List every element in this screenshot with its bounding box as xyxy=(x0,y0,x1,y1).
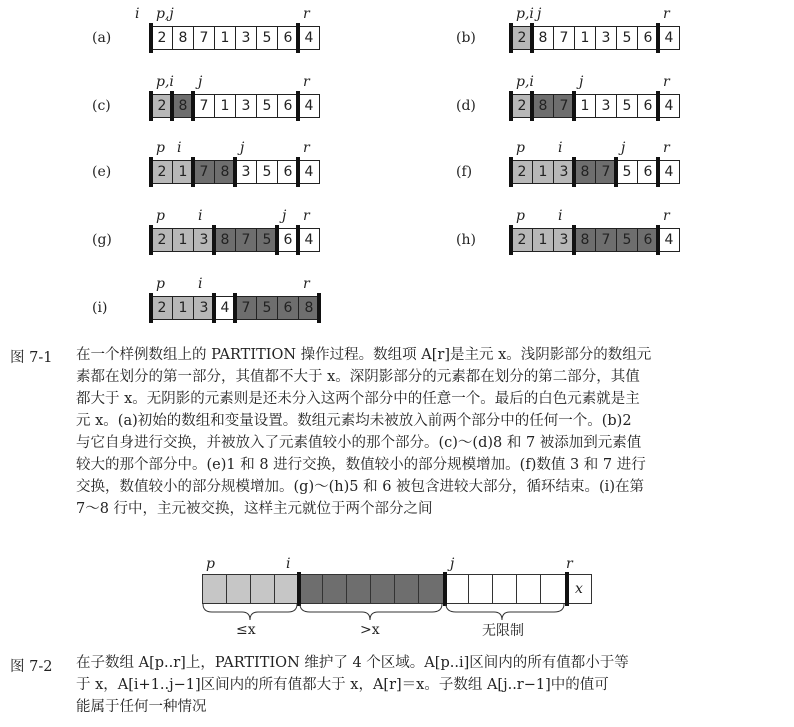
cell xyxy=(469,575,493,603)
cell xyxy=(251,575,275,603)
figure-7-1-caption xyxy=(76,344,786,520)
cell xyxy=(203,575,227,603)
caption-line: 能属于任何一种情况 xyxy=(76,699,207,715)
cell xyxy=(517,575,541,603)
pointer-label: i xyxy=(135,6,140,22)
array-cell: 6 xyxy=(637,26,659,50)
array-cell: 6 xyxy=(277,228,299,252)
array-cell: 1 xyxy=(172,228,194,252)
array-row xyxy=(512,94,680,118)
array-cell: 8 xyxy=(532,94,554,118)
region-label-le-x: ≤x xyxy=(236,622,256,638)
panel-label: (d) xyxy=(456,98,476,114)
array-cell: 2 xyxy=(151,26,173,50)
array-cell: 8 xyxy=(214,228,236,252)
array-cell: 7 xyxy=(595,160,617,184)
caption-line: 于 x，A[i+1..j−1]区间内的所有值都大于 x，A[r]＝x。子数组 A[j..r−1]中的值可 xyxy=(76,677,609,693)
partition-divider xyxy=(170,91,174,121)
partition-divider xyxy=(656,23,660,53)
pointer-label: i xyxy=(198,208,203,224)
array-cell: 5 xyxy=(256,296,278,320)
brace-le-x xyxy=(203,604,297,620)
array-cell: 6 xyxy=(637,160,659,184)
array-cell: 3 xyxy=(193,296,215,320)
pointer-label: r xyxy=(303,74,310,90)
partition-divider xyxy=(233,157,237,187)
partition-divider xyxy=(191,91,195,121)
partition-divider xyxy=(572,225,576,255)
array-cell: 1 xyxy=(532,228,554,252)
pivot-cell: x xyxy=(575,581,583,597)
panel-label: (g) xyxy=(92,232,112,248)
array-cell: 5 xyxy=(256,94,278,118)
array-cell: 7 xyxy=(193,160,215,184)
array-row xyxy=(512,160,680,184)
panel-label: (b) xyxy=(456,30,476,46)
array-cell: 6 xyxy=(277,296,299,320)
array-cell: 1 xyxy=(574,94,596,118)
divider xyxy=(565,572,569,606)
pointer-label: r xyxy=(663,208,670,224)
array-cell: 2 xyxy=(151,228,173,252)
array-cell: 4 xyxy=(658,160,680,184)
array-row xyxy=(202,574,592,604)
pointer-label: p xyxy=(156,208,165,224)
region-label-gt-x: >x xyxy=(360,622,380,638)
partition-divider xyxy=(212,293,216,323)
pointer-label: i xyxy=(558,140,563,156)
caption-line: 与它自身进行交换，并被放入了元素值较小的那个部分。(c)～(d)8 和 7 被添加到元素值 xyxy=(76,435,642,451)
partition-divider xyxy=(191,157,195,187)
pointer-label: p xyxy=(156,140,165,156)
caption-line: 元 x。(a)初始的数组和变量设置。数组元素均未被放入前两个部分中的任何一个。(b)2 xyxy=(76,413,632,429)
panel-label: (a) xyxy=(92,30,112,46)
pointer-label: p,i xyxy=(516,74,534,90)
pointer-label: j xyxy=(240,140,245,156)
array-cell: 5 xyxy=(256,160,278,184)
cell xyxy=(395,575,419,603)
array-cell: 5 xyxy=(616,160,638,184)
partition-divider xyxy=(509,157,513,187)
array-cell: 7 xyxy=(235,228,257,252)
array-cell: 3 xyxy=(595,26,617,50)
pointer-label: j xyxy=(198,74,203,90)
partition-divider xyxy=(614,157,618,187)
array-cell: 6 xyxy=(637,94,659,118)
pointer-r: r xyxy=(566,556,573,572)
partition-divider xyxy=(509,91,513,121)
array-cell: 4 xyxy=(298,160,320,184)
array-cell: 8 xyxy=(574,228,596,252)
brace-unrestricted xyxy=(446,604,564,620)
partition-divider xyxy=(149,225,153,255)
divider xyxy=(443,572,447,606)
partition-divider xyxy=(275,225,279,255)
partition-divider xyxy=(212,225,216,255)
array-cell: 8 xyxy=(298,296,320,320)
brace-gt-x xyxy=(300,604,442,620)
partition-divider xyxy=(149,23,153,53)
array-cell: 6 xyxy=(277,26,299,50)
cell xyxy=(493,575,517,603)
pointer-label: i xyxy=(177,140,182,156)
pointer-label: r xyxy=(663,6,670,22)
pointer-p: p xyxy=(206,556,215,572)
array-cell: 4 xyxy=(298,26,320,50)
array-row xyxy=(152,26,320,50)
array-cell: 8 xyxy=(172,94,194,118)
cell xyxy=(347,575,371,603)
pointer-label: j xyxy=(621,140,626,156)
cell xyxy=(299,575,323,603)
array-cell: 7 xyxy=(553,94,575,118)
array-cell: 1 xyxy=(214,26,236,50)
array-cell: 4 xyxy=(214,296,236,320)
array-row xyxy=(152,94,320,118)
divider xyxy=(297,572,301,606)
partition-divider xyxy=(509,225,513,255)
array-cell: 3 xyxy=(595,94,617,118)
pointer-label: r xyxy=(303,208,310,224)
pointer-label: p xyxy=(516,140,525,156)
array-cell: 6 xyxy=(277,160,299,184)
array-cell: 2 xyxy=(151,296,173,320)
partition-divider xyxy=(296,91,300,121)
partition-divider xyxy=(149,91,153,121)
array-row xyxy=(512,228,680,252)
panel-label: (e) xyxy=(92,164,112,180)
pointer-label: j xyxy=(537,6,542,22)
array-cell: 8 xyxy=(172,26,194,50)
cell xyxy=(275,575,299,603)
array-row xyxy=(512,26,680,50)
array-cell: 1 xyxy=(172,296,194,320)
figure-7-1-number: 图 7-1 xyxy=(10,350,53,366)
cell xyxy=(323,575,347,603)
array-cell: 3 xyxy=(235,26,257,50)
array-row xyxy=(152,228,320,252)
array-cell: 2 xyxy=(511,94,533,118)
partition-divider xyxy=(296,23,300,53)
pointer-label: r xyxy=(663,140,670,156)
pointer-label: j xyxy=(579,74,584,90)
panel-label: (f) xyxy=(456,164,473,180)
array-cell: 5 xyxy=(616,94,638,118)
array-cell: 2 xyxy=(511,228,533,252)
array-cell: 1 xyxy=(214,94,236,118)
array-cell: 7 xyxy=(553,26,575,50)
array-cell: 5 xyxy=(616,228,638,252)
partition-divider xyxy=(656,91,660,121)
panel-label: (i) xyxy=(92,300,108,316)
array-cell: 3 xyxy=(193,228,215,252)
figure-7-2-diagram xyxy=(202,556,602,639)
array-cell: 6 xyxy=(637,228,659,252)
array-cell: 4 xyxy=(298,94,320,118)
pointer-label: p,i xyxy=(516,6,534,22)
array-cell: 2 xyxy=(151,160,173,184)
partition-divider xyxy=(233,293,237,323)
pointer-label: p,j xyxy=(156,6,174,22)
array-cell: 5 xyxy=(616,26,638,50)
pointer-j: j xyxy=(450,556,455,572)
cell xyxy=(371,575,395,603)
partition-divider xyxy=(296,157,300,187)
array-cell: 6 xyxy=(277,94,299,118)
caption-line: 都大于 x。无阴影的元素则是还未分入这两个部分中的任意一个。最后的白色元素就是主 xyxy=(76,391,640,407)
region-braces xyxy=(202,602,602,636)
array-cell: 7 xyxy=(193,94,215,118)
array-cell: 5 xyxy=(256,26,278,50)
partition-divider xyxy=(317,293,321,323)
array-cell: 7 xyxy=(235,296,257,320)
partition-divider xyxy=(656,157,660,187)
cell xyxy=(419,575,445,603)
pointer-label: r xyxy=(303,140,310,156)
array-cell: 4 xyxy=(658,94,680,118)
cell xyxy=(541,575,567,603)
pointer-i: i xyxy=(286,556,291,572)
array-cell: 7 xyxy=(193,26,215,50)
pointer-label: r xyxy=(663,74,670,90)
cell xyxy=(445,575,469,603)
caption-line: 在子数组 A[p..r]上，PARTITION 维护了 4 个区域。A[p..i]区间内的所有值都小于等 xyxy=(76,655,629,671)
array-cell: 3 xyxy=(235,94,257,118)
array-cell: 4 xyxy=(298,228,320,252)
pointer-label: p xyxy=(516,208,525,224)
partition-divider xyxy=(530,23,534,53)
partition-divider xyxy=(530,91,534,121)
pointer-label: p,i xyxy=(156,74,174,90)
array-cell: 1 xyxy=(574,26,596,50)
caption-line: 交换，数值较小的部分规模增加。(g)～(h)5 和 6 被包含进较大部分，循环结束。(i)在第 xyxy=(76,479,644,495)
caption-line: 在一个样例数组上的 PARTITION 操作过程。数组项 A[r]是主元 x。浅阴影部分的数组元 xyxy=(76,347,652,363)
pointer-label: j xyxy=(282,208,287,224)
array-cell: 8 xyxy=(214,160,236,184)
array-cell: 1 xyxy=(172,160,194,184)
caption-line: 素都在划分的第一部分，其值都不大于 x。深阴影部分的元素都在划分的第二部分，其值 xyxy=(76,369,640,385)
partition-divider xyxy=(149,293,153,323)
pointer-label: i xyxy=(558,208,563,224)
array-cell: 5 xyxy=(256,228,278,252)
cell xyxy=(227,575,251,603)
caption-line: 较大的那个部分中。(e)1 和 8 进行交换，数值较小的部分规模增加。(f)数值 3 和 7 进行 xyxy=(76,457,646,473)
partition-divider xyxy=(509,23,513,53)
caption-line: 7～8 行中，主元被交换，这样主元就位于两个部分之间 xyxy=(76,501,433,517)
array-cell: 2 xyxy=(511,160,533,184)
panel-label: (c) xyxy=(92,98,111,114)
figure-7-2-caption xyxy=(76,652,786,718)
array-cell: 7 xyxy=(595,228,617,252)
figure-7-2-number: 图 7-2 xyxy=(10,659,53,675)
array-cell: 8 xyxy=(574,160,596,184)
array-cell: 3 xyxy=(553,228,575,252)
partition-divider xyxy=(572,91,576,121)
array-cell: 3 xyxy=(235,160,257,184)
partition-divider xyxy=(572,157,576,187)
partition-divider xyxy=(149,157,153,187)
array-cell: 3 xyxy=(553,160,575,184)
panel-label: (h) xyxy=(456,232,476,248)
array-cell: 4 xyxy=(658,228,680,252)
array-cell: 1 xyxy=(532,160,554,184)
array-cell: 4 xyxy=(658,26,680,50)
pointer-label: i xyxy=(198,276,203,292)
partition-divider xyxy=(656,225,660,255)
array-cell: 8 xyxy=(532,26,554,50)
pointer-label: p xyxy=(156,276,165,292)
region-label-unrestricted: 无限制 xyxy=(482,623,524,639)
pointer-label: r xyxy=(303,276,310,292)
pointer-label: r xyxy=(303,6,310,22)
array-cell: 2 xyxy=(151,94,173,118)
partition-divider xyxy=(296,225,300,255)
array-cell: 2 xyxy=(511,26,533,50)
